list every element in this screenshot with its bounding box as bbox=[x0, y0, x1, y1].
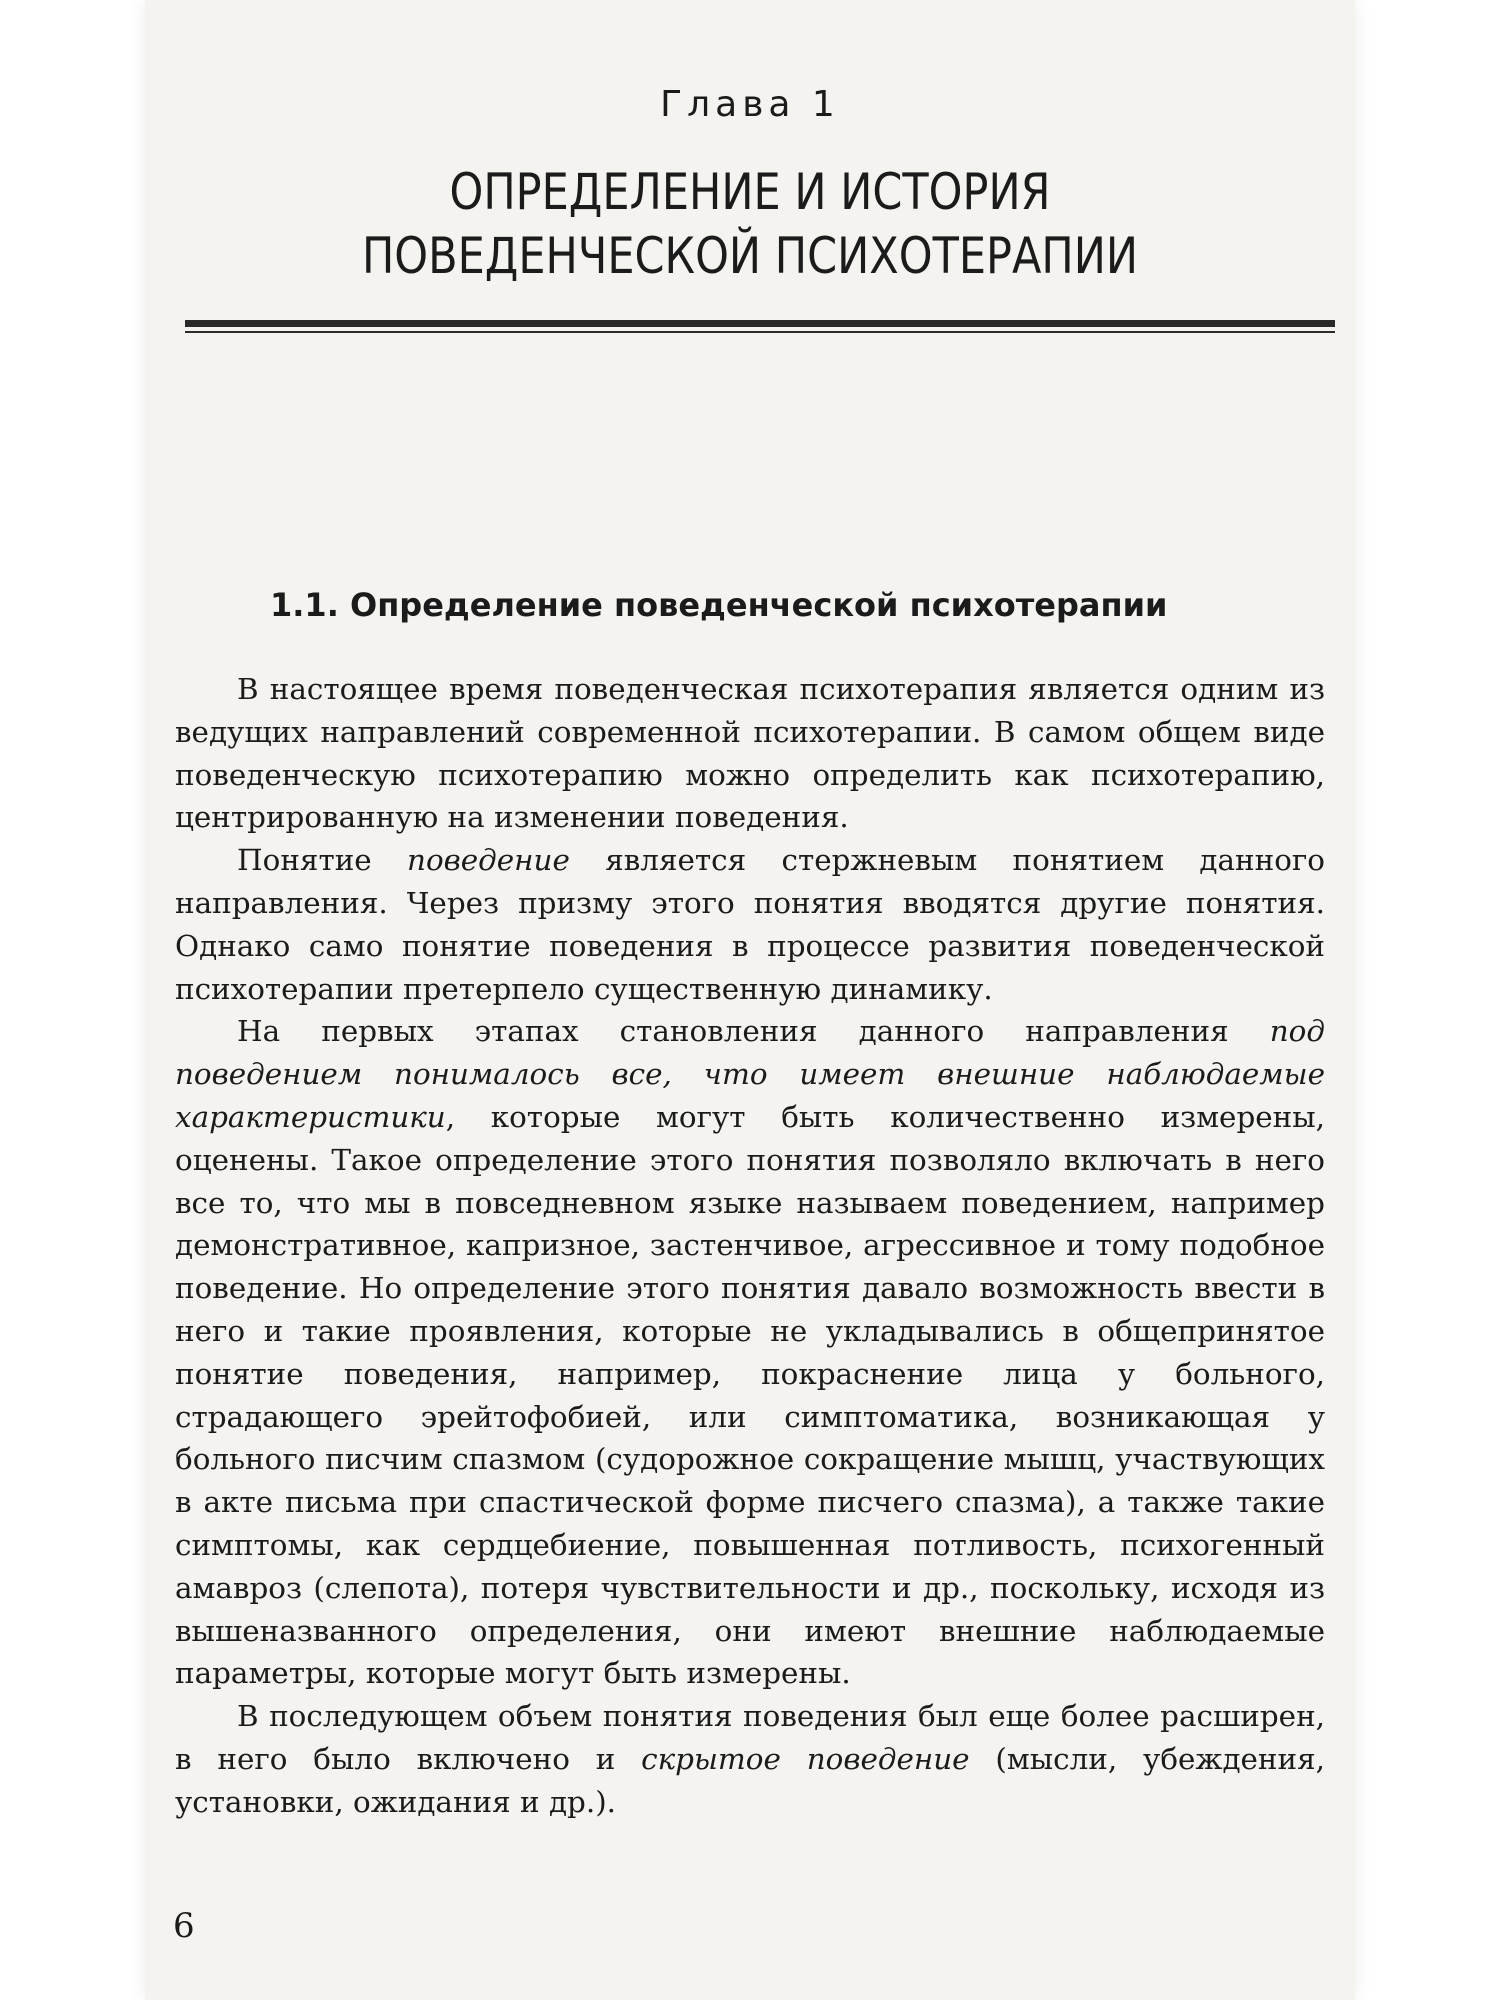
paragraph-3-text-b: , которые могут быть количественно измерены, оценены. Такое определение этого понятия позволяло включать в него все то, что мы в повседневном языке называем поведением, например демонстративное, капризное, застенчивое, агрессивное и тому подобное поведение. Но определение этого понятия давало возможность ввести в него и такие проявления, которые не укладывались в общепринятое понятие поведения, например, покраснение лица у больного, страдающего эрейтофобией, или симптоматика, возникающая у больного писчим спазмом (судорожное сокращение мышц, участвующих в акте письма при спастической форме писчего спазма), а также такие симптомы, как сердцебиение, повышенная потливость, психогенный амавроз (слепота), потеря чувствительности и др., поскольку, исходя из вышеназванного определения, они имеют внешние наблюдаемые параметры, которые могут быть измерены. bbox=[175, 1099, 1325, 1691]
paragraph-2 bbox=[175, 839, 1325, 1010]
chapter-title-line-1: ОПРЕДЕЛЕНИЕ И ИСТОРИЯ bbox=[449, 163, 1051, 221]
section-title: 1.1. Определение поведенческой психотерапии bbox=[270, 586, 1168, 624]
paragraph-4 bbox=[175, 1695, 1325, 1823]
chapter-rule-thick bbox=[185, 320, 1335, 327]
chapter-title bbox=[230, 160, 1271, 288]
paragraph-3-text-a: На первых этапах становления данного направления bbox=[237, 1014, 1270, 1049]
paragraph-1 bbox=[175, 668, 1325, 839]
paragraph-3 bbox=[175, 1010, 1325, 1695]
body-text bbox=[175, 668, 1325, 1824]
paragraph-1-text: В настоящее время поведенческая психотерапия является одним из ведущих направлений современной психотерапии. В самом общем виде поведенческую психотерапию можно определить как психотерапию, центрированную на изменении поведения. bbox=[175, 672, 1325, 835]
paragraph-3-emphasis: под поведением понималось все, что имеет внешние наблюдаемые характеристики bbox=[175, 1014, 1325, 1134]
paragraph-2-emphasis: поведение bbox=[407, 843, 570, 878]
paragraph-2-text-b: является стержневым понятием данного направления. Через призму этого понятия вводятся другие понятия. Однако само понятие поведения в процессе развития поведенческой психотерапии претерпело существенную динамику. bbox=[175, 843, 1325, 1006]
chapter-label: Глава 1 bbox=[660, 84, 840, 125]
paragraph-4-text-b: (мысли, убеждения, установки, ожидания и др.). bbox=[175, 1741, 1325, 1819]
paragraph-4-text-a: В последующем объем понятия поведения был еще более расширен, в него было включено и bbox=[175, 1699, 1325, 1776]
paragraph-2-text-a: Понятие bbox=[237, 843, 408, 878]
chapter-rule-thin bbox=[185, 331, 1335, 333]
paragraph-4-emphasis: скрытое поведение bbox=[641, 1741, 970, 1776]
page-number: 6 bbox=[173, 1906, 195, 1946]
chapter-title-line-2: ПОВЕДЕНЧЕСКОЙ ПСИХОТЕРАПИИ bbox=[361, 227, 1139, 285]
book-page bbox=[145, 0, 1355, 2000]
